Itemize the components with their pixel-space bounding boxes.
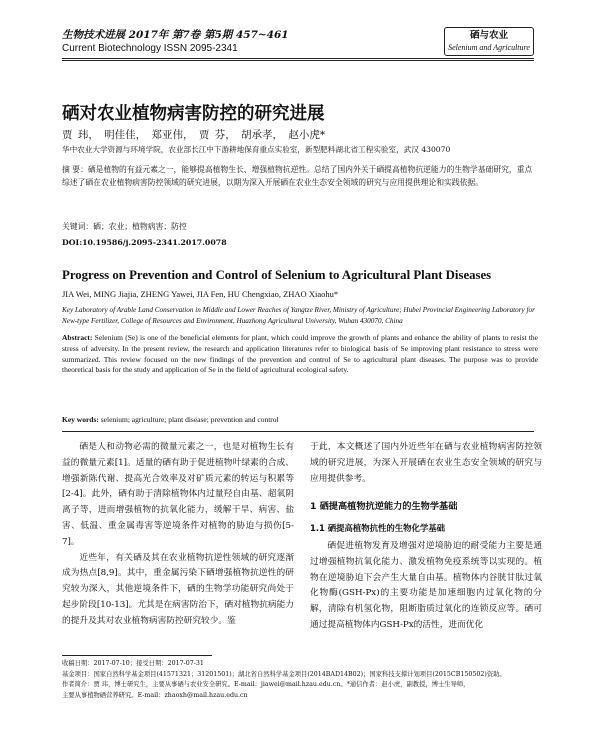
journal-name-en: Current Biotechnology ISSN 2095-2341 (62, 43, 238, 54)
header-rule-thin (62, 60, 534, 61)
doi: DOI:10.19586/j.2095-2341.2017.0078 (62, 238, 227, 247)
footnote-corresponding: 主要从事植物硒营养研究。E-mail：zhaoxh@mail.hzau.edu.cn (62, 691, 248, 699)
footnote-dates: 收稿日期：2017-07-10；接受日期：2017-07-31 (62, 660, 204, 667)
abstract-divider (62, 431, 534, 432)
paper-title-en: Progress on Prevention and Control of Selenium to Agricultural Plant Diseases (62, 268, 492, 282)
abstract-en (62, 333, 538, 376)
section-1-heading: 1 硒提高植物抗逆能力的生物学基础 (310, 501, 458, 513)
keywords-en (62, 415, 279, 424)
abstract-cn: 摘 要：硒是植物的有益元素之一，能够提高植物生长、增强植物抗逆性。总结了国内外关于硒提高植物抗逆能力的生物学基础研究，重点综述了硒在农业植物病害防控领域的研究进展，以期为深入开展硒在农业生态安全领域的研究与应用提供理论和实践依据。 (62, 165, 533, 187)
keywords-en-text: selenium; agriculture; plant disease; prevention and control (100, 415, 279, 424)
footnote-author: 作者简介：贾 玮，博士研究生，主要从事硒与农业安全研究。E-mail：jiawei@mail.hzau.edu.cn。*通信作者：赵小虎，副教授，博士生导师， (62, 681, 470, 689)
section-badge-en: Selenium and Agriculture (448, 43, 530, 52)
intro-paragraph-1: 硒是人和动物必需的微量元素之一，也是对植物生长有益的微量元素[1]。适量的硒有助于促进植物叶绿素的合成、增强新陈代谢、提高光合效率及对矿质元素的转运与积累等[2-4]。此外，硒有助于清除植物体内过量羟自由基、超氧阴离子等，进而增强植物的抗氧化能力，缓解干旱、病害、盐害、低温、重金属毒害等逆境条件对植物的胁迫与损伤[5-7]。 (62, 442, 294, 547)
footnote-rule (62, 655, 212, 656)
footnote-funding: 基金项目：国家自然科学基金项目(41571321；31201501)；湖北省自然科学基金项目(2014BAD14B02)；国家科技支撑计划项目(2015CB150502)资助。 (62, 670, 506, 678)
abstract-en-text: Selenium (Se) is one of the beneficial elements for plant, which could improve the growth of plants and enhance the ability of plants to resist the stress of adversity. In the present review, the research and application literatures refer to biological basis of Se improving plant resistance to stress were summarized. This review focused on the new findings of the prevention and control of Se to agricultural plant diseases. The purpose was to provide theoretical basis for the study and application of Se in the field of agricultural ecological safety. (62, 333, 538, 375)
affiliation-en: Key Laboratory of Arable Land Conservation in Middle and Lower Reaches of Yangtze River, Ministry of Agriculture; Hubei Provincial Engineering Laboratory for New-type Fertilizer, College of Resources and Environment, Huazhong Agricultural University, Wuhan 430070, China (62, 306, 535, 325)
keywords-en-label: Key words: (62, 415, 99, 424)
abstract-en-label: Abstract: (62, 333, 93, 342)
intro-continued: 于此，本文概述了国内外近些年在硒与农业植物病害防控领域的研究进展，为深入开展硒在农业生态安全领域的研究与应用提供参考。 (310, 442, 542, 484)
keywords-cn: 关键词：硒；农业；植物病害；防控 (62, 222, 187, 231)
authors-en: JIA Wei, MING Jiajia, ZHENG Yawei, JIA Fen, HU Chengxiao, ZHAO Xiaohu* (62, 289, 339, 299)
body-column-right (310, 440, 542, 634)
header-rule (62, 58, 534, 59)
authors-cn: 贾 玮， 明佳佳， 郑亚伟， 贾 芬， 胡承孝， 赵小虎* (62, 129, 326, 141)
section-1-1-text: 硒促进植物发育及增强对逆境胁迫的耐受能力主要是通过增强植物抗氧化能力、激发植物免疫系统等以实现的。植物在逆境胁迫下会产生大量自由基。植物体内谷胱甘肽过氧化物酶(GSH-Px)的主要功能是加速细胞内过氧化物的分解，清除有机氢化物，阻断脂质过氧化的连锁反应等。硒可通过提高植物体内GSH-Px的活性，进而优化 (310, 540, 542, 630)
paper-title-cn: 硒对农业植物病害防控的研究进展 (62, 104, 325, 124)
journal-citation: 生物技术进展 2017年 第7卷 第5期 457~461 (62, 29, 289, 41)
affiliation-cn: 华中农业大学资源与环境学院，农业部长江中下游耕地保育重点实验室，新型肥料湖北省工程实验室，武汉 430070 (62, 145, 451, 154)
footnotes (62, 659, 538, 701)
intro-paragraph-2: 近些年，有关硒及其在农业植物抗逆性领域的研究逐渐成为热点[8,9]。其中，重金属污染下硒增强植物抗逆性的研究较为深入，其他逆境条件下，硒的生物学功能研究尚处于起步阶段[10-13]。尤其是在病害防治下，硒对植物抗病能力的提升及其对农业植物病害防控研究较少。鉴 (62, 552, 294, 626)
section-1-1-heading: 1.1 硒提高植物抗性的生物化学基础 (310, 523, 446, 534)
body-column-left (62, 440, 294, 630)
section-badge-cn: 硒与农业 (469, 30, 508, 41)
running-header (62, 28, 289, 56)
section-badge (444, 27, 534, 56)
